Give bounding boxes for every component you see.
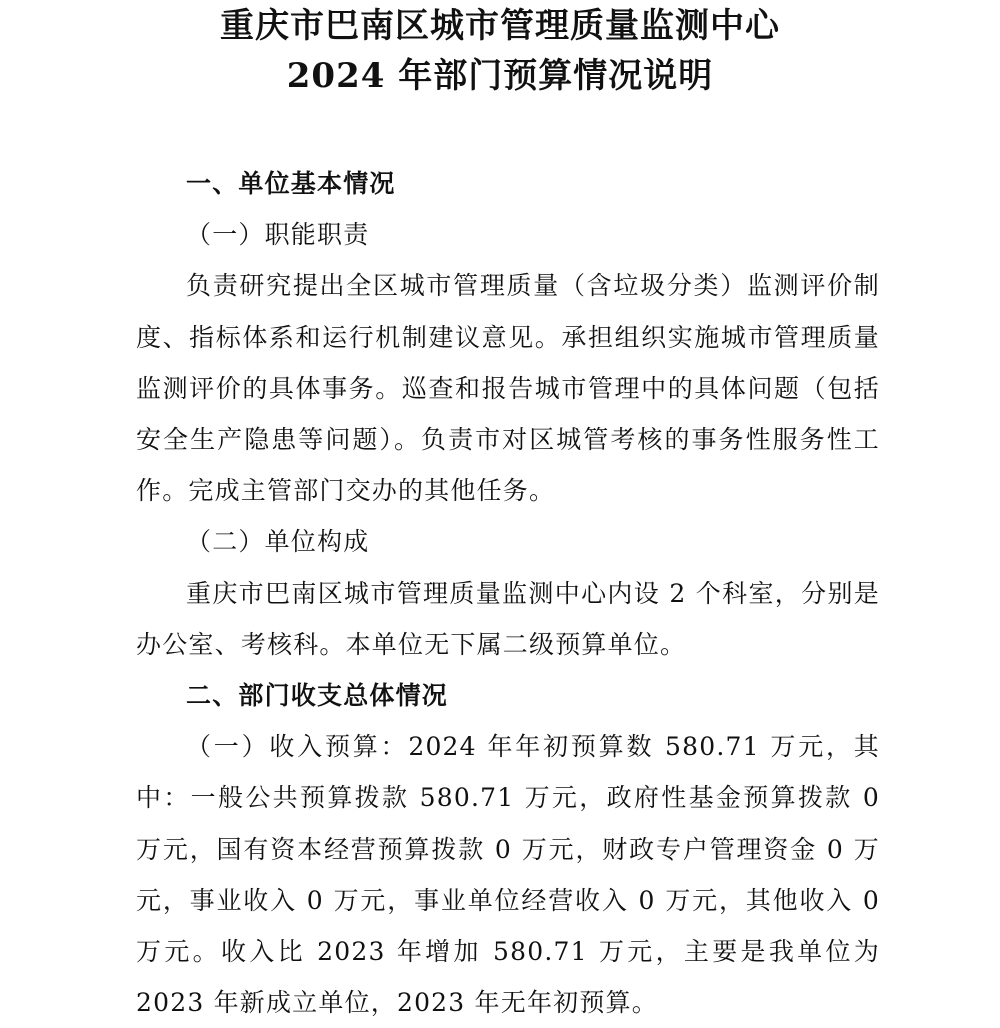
paragraph-functions: 负责研究提出全区城市管理质量（含垃圾分类）监测评价制度、指标体系和运行机制建议意见。承担组织实施城市管理质量监测评价的具体事务。巡查和报告城市管理中的具体问题（包括安全生产隐患等问题）。负责市对区城管考核的事务性服务性工作。完成主管部门交办的其他任务。 — [136, 271, 880, 506]
paragraph-income-budget: （一）收入预算：2024 年年初预算数 580.71 万元，其中：一般公共预算拨款 580.71 万元，政府性基金预算拨款 0 万元，国有资本经营预算拨款 0 万元，财政专户管理资金 0 万元，事业收入 0 万元，事业单位经营收入 0 万元，其他收入 0 万元。收入比 2023 年增加 580.71 万元，主要是我单位为 2023 年新成立单位，2023 年无年初预算。 — [136, 732, 880, 1018]
document-body — [136, 158, 880, 1028]
section-heading-basic-info: 一、单位基本情况 — [186, 169, 396, 198]
document-title-line2: 2024 年部门预算情况说明 — [286, 56, 714, 96]
section-heading-budget-overview: 二、部门收支总体情况 — [186, 681, 449, 711]
subsection-heading-functions: （一）职能职责 — [186, 220, 370, 250]
document-title-line1: 重庆市巴南区城市管理质量监测中心 — [220, 6, 780, 46]
paragraph-structure: 重庆市巴南区城市管理质量监测中心内设 2 个科室，分别是办公室、考核科。本单位无下属二级预算单位。 — [136, 578, 880, 659]
subsection-heading-structure: （二）单位构成 — [186, 527, 370, 557]
